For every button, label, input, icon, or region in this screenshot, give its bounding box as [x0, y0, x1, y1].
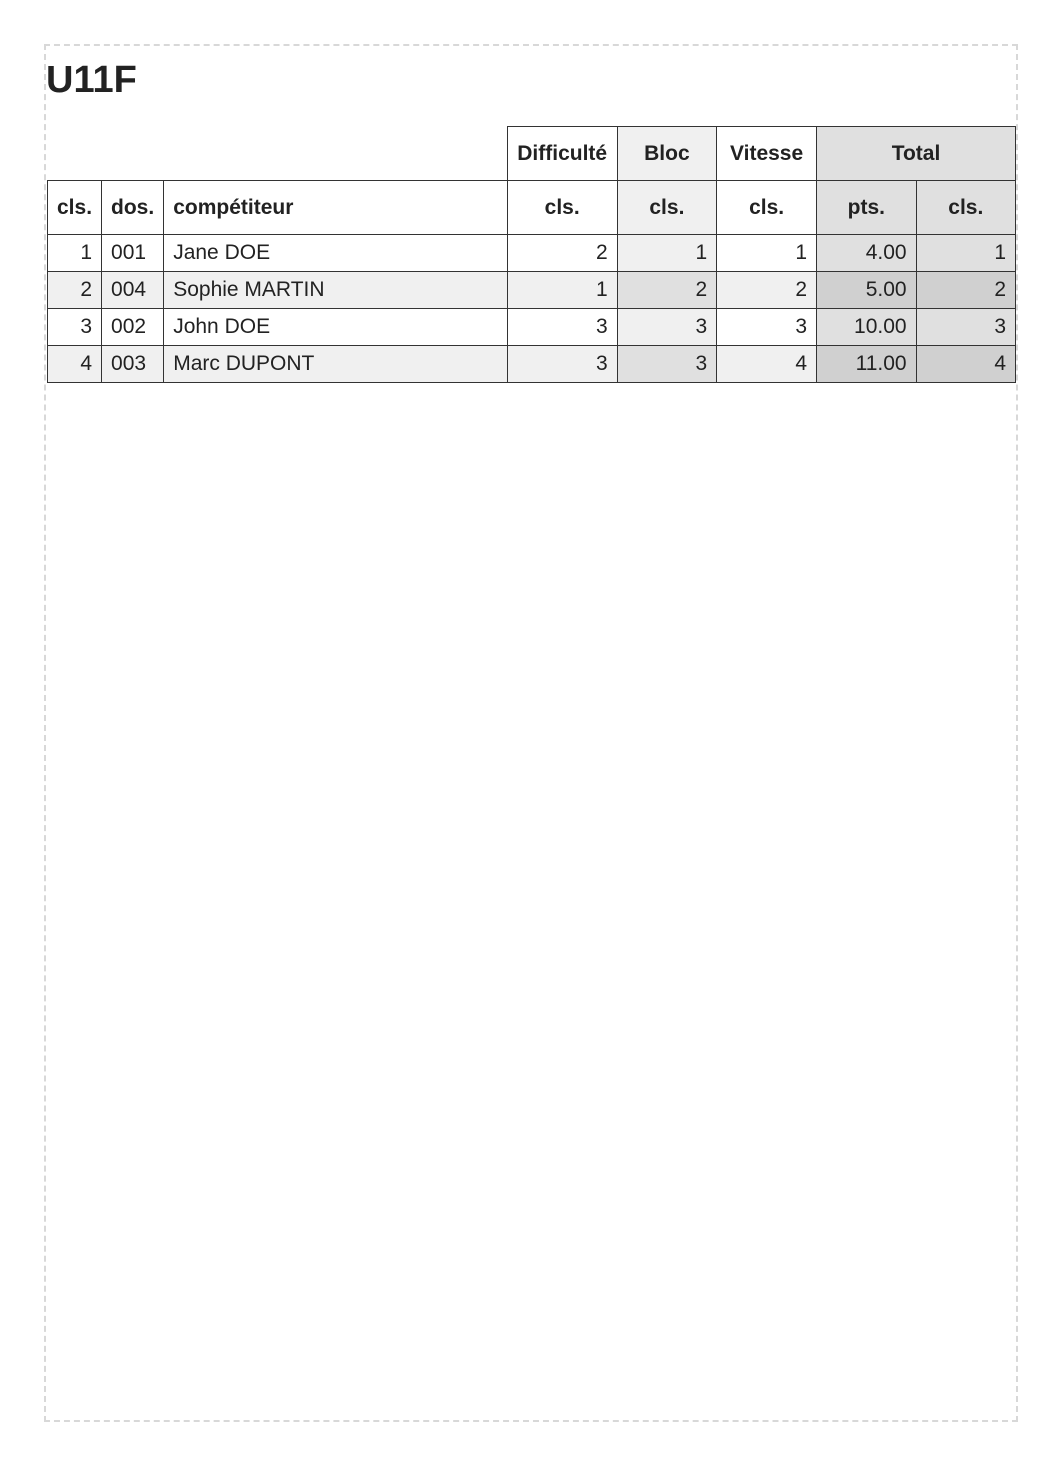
column-header-total-pts: pts. [817, 181, 917, 235]
cell-cls: 3 [48, 309, 102, 346]
cell-difficulte-cls: 2 [507, 235, 617, 272]
cell-bloc-cls: 2 [617, 272, 716, 309]
cell-vitesse-cls: 1 [717, 235, 817, 272]
cell-total-cls: 1 [916, 235, 1015, 272]
column-header-row [48, 181, 1016, 235]
cell-total-pts: 10.00 [817, 309, 917, 346]
cell-competiteur: Jane DOE [164, 235, 507, 272]
cell-total-pts: 5.00 [817, 272, 917, 309]
cell-total-cls: 4 [916, 346, 1015, 383]
cell-total-pts: 4.00 [817, 235, 917, 272]
column-header-competiteur: compétiteur [164, 181, 507, 235]
group-header-difficulte: Difficulté [507, 127, 617, 181]
group-header-vitesse: Vitesse [717, 127, 817, 181]
cell-competiteur: Marc DUPONT [164, 346, 507, 383]
column-header-cls: cls. [48, 181, 102, 235]
cell-competiteur: Sophie MARTIN [164, 272, 507, 309]
cell-difficulte-cls: 3 [507, 346, 617, 383]
column-header-total-cls: cls. [916, 181, 1015, 235]
group-header-spacer [48, 127, 508, 181]
group-header-bloc: Bloc [617, 127, 716, 181]
table-row [48, 309, 1016, 346]
cell-dos: 002 [102, 309, 164, 346]
column-header-dos: dos. [102, 181, 164, 235]
table-row [48, 272, 1016, 309]
cell-competiteur: John DOE [164, 309, 507, 346]
column-header-vitesse-cls: cls. [717, 181, 817, 235]
cell-dos: 001 [102, 235, 164, 272]
cell-cls: 1 [48, 235, 102, 272]
results-page [44, 44, 1018, 1422]
cell-cls: 4 [48, 346, 102, 383]
cell-dos: 003 [102, 346, 164, 383]
cell-total-cls: 2 [916, 272, 1015, 309]
cell-difficulte-cls: 1 [507, 272, 617, 309]
cell-difficulte-cls: 3 [507, 309, 617, 346]
cell-vitesse-cls: 4 [717, 346, 817, 383]
column-header-bloc-cls: cls. [617, 181, 716, 235]
results-table [47, 126, 1016, 383]
cell-vitesse-cls: 3 [717, 309, 817, 346]
column-header-difficulte-cls: cls. [507, 181, 617, 235]
cell-dos: 004 [102, 272, 164, 309]
cell-bloc-cls: 3 [617, 309, 716, 346]
cell-total-pts: 11.00 [817, 346, 917, 383]
cell-bloc-cls: 3 [617, 346, 716, 383]
cell-vitesse-cls: 2 [717, 272, 817, 309]
cell-total-cls: 3 [916, 309, 1015, 346]
table-row [48, 235, 1016, 272]
category-title: U11F [46, 59, 137, 101]
table-row [48, 346, 1016, 383]
group-header-row [48, 127, 1016, 181]
cell-cls: 2 [48, 272, 102, 309]
group-header-total: Total [817, 127, 1016, 181]
cell-bloc-cls: 1 [617, 235, 716, 272]
